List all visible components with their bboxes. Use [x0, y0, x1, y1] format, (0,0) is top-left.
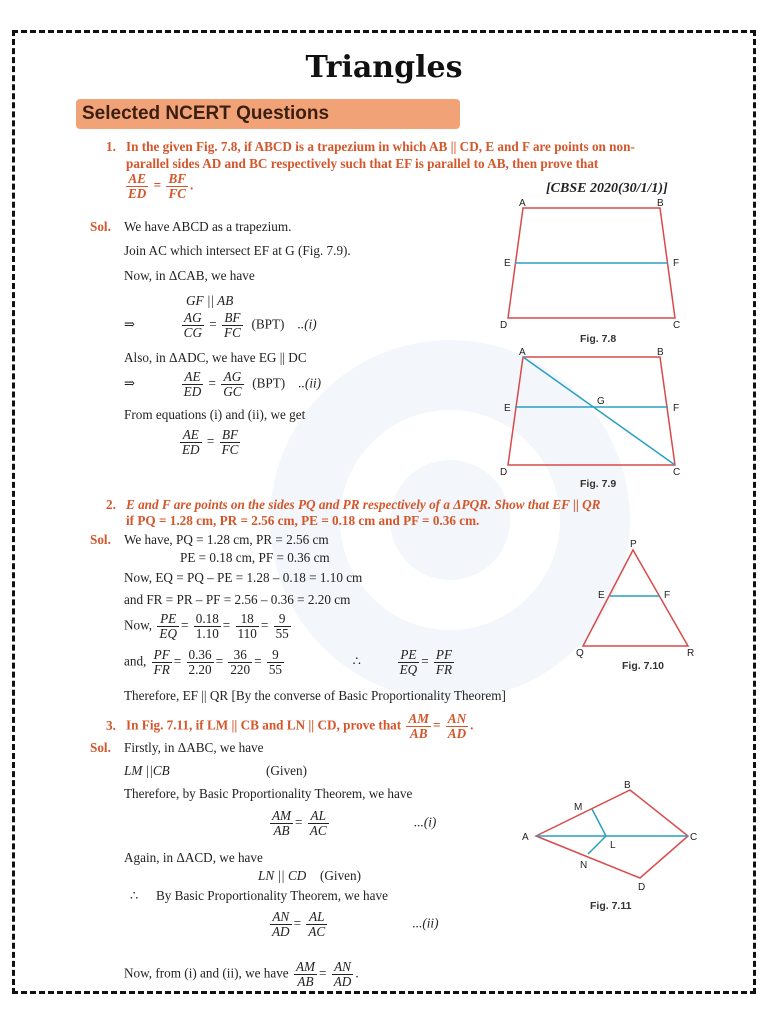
label-l: L: [610, 840, 616, 851]
sol1-line9: $\frac{AE}{ED}$ = $\frac{BF}{FC}$: [182, 427, 239, 457]
q1-fraction: $\frac{AE}{ED}$ = $\frac{BF}{FC}$ .: [128, 171, 194, 201]
sol3-line7: By Basic Proportionality Theorem, we have: [156, 888, 388, 903]
sol2-line7: Therefore, EF || QR [By the converse of Basic Proportionality Theorem]: [124, 688, 506, 703]
label-a: A: [522, 832, 529, 843]
label-f: F: [664, 590, 671, 601]
line-ln: [588, 836, 606, 854]
label-b: B: [657, 347, 664, 358]
sol3-therefore: ∴: [130, 888, 139, 903]
fig711-caption: Fig. 7.11: [590, 900, 632, 912]
fig78-caption: Fig. 7.8: [580, 333, 617, 345]
sol2-line5: Now, $\frac{PE}{EQ}$ = $\frac{0.18}{1.10}$ = $\frac{18}{110}$ = $\frac{9}{55}$: [124, 611, 289, 641]
q1-line2: parallel sides AD and BC respectively such that EF is parallel to AB, then prove that: [126, 156, 599, 171]
label-a: A: [519, 198, 526, 209]
sol1-line5: ⇒ $\frac{AG}{CG}$ = $\frac{BF}{FC}$ (BPT) ..(i): [124, 310, 317, 340]
label-e: E: [598, 590, 605, 601]
figure-7-9: [495, 345, 695, 475]
label-e: E: [504, 403, 511, 414]
sol2-line4: and FR = PR – PF = 2.56 – 0.36 = 2.20 cm: [124, 592, 351, 607]
figure-7-8: [495, 198, 695, 328]
label-d: D: [500, 320, 508, 328]
section-banner: [76, 99, 460, 129]
sol3-line5: Again, in ΔACD, we have: [124, 850, 263, 865]
sol3-line3: Therefore, by Basic Proportionality Theorem, we have: [124, 786, 413, 801]
sol3-line1: Firstly, in ΔABC, we have: [124, 740, 264, 755]
diagonal-ac: [523, 357, 675, 465]
label-n: N: [580, 860, 588, 871]
sol3-given2: (Given): [320, 868, 362, 883]
figure-7-11: [518, 778, 708, 898]
quadrilateral-abcd: [536, 790, 688, 878]
label-c: C: [673, 467, 681, 475]
label-f: F: [673, 403, 680, 414]
section-banner-label: Selected NCERT Questions: [82, 103, 330, 124]
label-f: F: [673, 258, 680, 269]
fig79-caption: Fig. 7.9: [580, 478, 617, 490]
q1-line1: In the given Fig. 7.8, if ABCD is a trapezium in which AB || CD, E and F are points on non-: [126, 139, 635, 154]
label-b: B: [624, 780, 631, 791]
label-c: C: [673, 320, 681, 328]
label-e: E: [504, 258, 511, 269]
page-title: Triangles: [305, 50, 463, 85]
label-p: P: [630, 539, 637, 550]
label-d: D: [638, 882, 646, 893]
q1-source: [CBSE 2020(30/1/1)]: [546, 181, 668, 196]
figure-7-10: [570, 538, 700, 658]
q2-line1: E and F are points on the sides PQ and PR respectively of a ΔPQR. Show that EF || QR: [126, 497, 601, 512]
q2-number: 2.: [106, 497, 116, 512]
q3-line: In Fig. 7.11, if LM || CB and LN || CD, prove that $\frac{AM}{AB}$ = $\frac{AN}{AD}$ .: [126, 711, 474, 741]
trapezium-abcd: [508, 357, 675, 465]
sol3-label: Sol.: [90, 740, 111, 755]
label-g: G: [597, 396, 605, 407]
sol1-line4: GF || AB: [186, 293, 234, 308]
sol2-line1: We have, PQ = 1.28 cm, PR = 2.56 cm: [124, 532, 329, 547]
sol1-line8: From equations (i) and (ii), we get: [124, 407, 306, 422]
label-c: C: [690, 832, 698, 843]
sol1-label: Sol.: [90, 219, 111, 234]
label-m: M: [574, 802, 583, 813]
sol2-line6: and, $\frac{PF}{FR}$ = $\frac{0.36}{2.20}$ = $\frac{36}{220}$ = $\frac{9}{55}$ ∴ $\frac{PE}{EQ}$ = $\frac{PF}{FR}$: [124, 647, 453, 677]
label-b: B: [657, 198, 664, 209]
sol3-line9: Now, from (i) and (ii), we have $\frac{AM}{AB}$ = $\frac{AN}{AD}$ .: [124, 959, 359, 989]
label-d: D: [500, 467, 508, 475]
sol1-line3: Now, in ΔCAB, we have: [124, 268, 255, 283]
sol3-given1: (Given): [266, 763, 308, 778]
sol3-line6: LN || CD: [258, 868, 307, 883]
sol1-line6: Also, in ΔADC, we have EG || DC: [124, 350, 307, 365]
sol2-line3: Now, EQ = PQ – PE = 1.28 – 0.18 = 1.10 cm: [124, 570, 363, 585]
sol1-line2: Join AC which intersect EF at G (Fig. 7.9).: [124, 243, 351, 258]
sol1-line7: ⇒ $\frac{AE}{ED}$ = $\frac{AG}{GC}$ (BPT) ..(ii): [124, 369, 322, 399]
q2-line2: if PQ = 1.28 cm, PR = 2.56 cm, PE = 0.18 cm and PF = 0.36 cm.: [126, 513, 480, 528]
label-a: A: [519, 347, 526, 358]
sol2-label: Sol.: [90, 532, 111, 547]
sol3-line2: LM ||CB: [124, 763, 170, 778]
fig710-caption: Fig. 7.10: [622, 660, 665, 672]
q1-number: 1.: [106, 139, 116, 154]
label-r: R: [687, 648, 695, 658]
sol3-line8: $\frac{AN}{AD}$ = $\frac{AL}{AC}$ ...(ii): [272, 909, 439, 939]
sol3-line4: $\frac{AM}{AB}$ = $\frac{AL}{AC}$ ...(i): [272, 808, 437, 838]
label-q: Q: [576, 648, 584, 658]
sol2-line2: PE = 0.18 cm, PF = 0.36 cm: [180, 550, 330, 565]
line-lm: [592, 809, 606, 836]
q3-number: 3.: [106, 718, 116, 733]
sol1-line1: We have ABCD as a trapezium.: [124, 219, 292, 234]
